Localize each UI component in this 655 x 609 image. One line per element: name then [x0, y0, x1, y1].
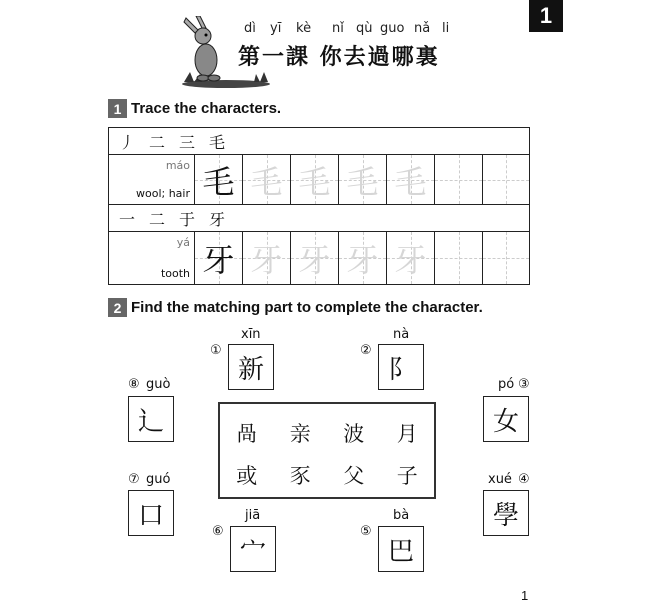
pinyin-yi: yī: [270, 21, 282, 36]
empty-cell[interactable]: [483, 155, 529, 204]
trace-char: 牙: [298, 241, 331, 279]
model-char-cell: [195, 232, 243, 284]
item-2-char: 阝: [387, 354, 414, 385]
model-char-cell: [195, 155, 243, 204]
item-2-pinyin: nà: [393, 327, 410, 342]
page-badge: 1: [529, 0, 563, 32]
item-3-char: 女: [492, 406, 519, 437]
char-label-cell: [109, 232, 195, 284]
trace-cell[interactable]: [339, 232, 387, 284]
item-2-number: ②: [360, 343, 372, 358]
empty-cell[interactable]: [483, 232, 529, 284]
pinyin-guo: guo: [380, 21, 405, 36]
trace-row: [109, 232, 529, 284]
model-char: 牙: [202, 241, 235, 279]
empty-cell[interactable]: [435, 232, 483, 284]
stroke-order-row: [109, 205, 529, 232]
trace-cell[interactable]: [243, 232, 291, 284]
item-8-number: ⑧: [128, 377, 140, 392]
item-6-char: 宀: [239, 536, 266, 567]
option-char[interactable]: 子: [396, 464, 418, 488]
item-3-number: ③: [518, 377, 530, 392]
item-7-box[interactable]: [128, 490, 174, 536]
item-1-box[interactable]: [228, 344, 274, 390]
trace-char: 牙: [346, 241, 379, 279]
item-4-box[interactable]: [483, 490, 529, 536]
stroke-step: 二: [149, 132, 166, 152]
stroke-step: 牙: [209, 209, 226, 229]
stroke-step: 二: [149, 209, 166, 229]
empty-cell[interactable]: [435, 155, 483, 204]
section-1-number: 1: [108, 99, 127, 118]
trace-row: [109, 155, 529, 205]
options-row-1: [220, 418, 434, 448]
item-4-number: ④: [518, 472, 530, 487]
char-pinyin: máo: [165, 159, 190, 172]
tracing-grid: [108, 127, 530, 285]
pinyin-na: nǎ: [414, 21, 431, 36]
char-pinyin: yá: [176, 236, 190, 249]
lesson-title: 第一課 你去過哪裏: [238, 45, 440, 70]
pinyin-di: dì: [244, 21, 256, 36]
stroke-step: 于: [179, 209, 196, 229]
stroke-step: 一: [119, 209, 136, 229]
trace-cell[interactable]: [387, 155, 435, 204]
item-5-number: ⑤: [360, 524, 372, 539]
item-6-pinyin: jiā: [245, 508, 261, 523]
item-3-box[interactable]: [483, 396, 529, 442]
item-4-pinyin: xué: [488, 472, 512, 487]
item-6-number: ⑥: [212, 524, 224, 539]
char-label-cell: [109, 155, 195, 204]
page-number: 1: [521, 588, 529, 603]
stroke-step: 毛: [209, 132, 226, 152]
model-char: 毛: [202, 162, 235, 201]
option-char[interactable]: 月: [396, 422, 418, 446]
trace-cell[interactable]: [243, 155, 291, 204]
option-char[interactable]: 或: [236, 464, 258, 488]
char-meaning: wool; hair: [135, 187, 190, 200]
item-5-char: 巴: [387, 536, 414, 567]
trace-cell[interactable]: [291, 155, 339, 204]
trace-char: 牙: [250, 241, 283, 279]
option-char[interactable]: 咼: [236, 422, 258, 446]
item-8-box[interactable]: [128, 396, 174, 442]
section-2-title: Find the matching part to complete the character.: [131, 299, 483, 316]
item-8-pinyin: guò: [146, 377, 171, 392]
pinyin-qu: qù: [356, 21, 373, 36]
options-row-2: [220, 460, 434, 490]
item-8-char: 辶: [137, 406, 164, 437]
stroke-step: 三: [179, 132, 196, 152]
trace-cell[interactable]: [291, 232, 339, 284]
char-meaning: tooth: [160, 267, 190, 280]
section-1-title: Trace the characters.: [131, 100, 282, 117]
trace-char: 牙: [394, 241, 427, 279]
item-1-number: ①: [210, 343, 222, 358]
section-2-number: 2: [108, 298, 127, 317]
trace-char: 毛: [298, 162, 331, 201]
item-5-pinyin: bà: [393, 508, 410, 523]
item-3-pinyin: pó: [498, 377, 515, 392]
item-7-char: 口: [137, 500, 164, 531]
item-1-char: 新: [237, 354, 264, 385]
stroke-order-row: [109, 128, 529, 155]
trace-cell[interactable]: [387, 232, 435, 284]
trace-cell[interactable]: [339, 155, 387, 204]
item-1-pinyin: xīn: [241, 327, 261, 342]
trace-char: 毛: [346, 162, 379, 201]
item-6-box[interactable]: [230, 526, 276, 572]
item-5-box[interactable]: [378, 526, 424, 572]
option-char[interactable]: 父: [343, 464, 365, 488]
item-7-pinyin: guó: [146, 472, 171, 487]
option-char[interactable]: 波: [343, 422, 365, 446]
stroke-step: 丿: [119, 132, 136, 152]
trace-char: 毛: [394, 162, 427, 201]
option-char[interactable]: 亲: [289, 422, 311, 446]
trace-char: 毛: [250, 162, 283, 201]
item-2-box[interactable]: [378, 344, 424, 390]
option-char[interactable]: 豕: [289, 464, 311, 488]
pinyin-ke: kè: [296, 21, 312, 36]
pinyin-li: li: [442, 21, 450, 36]
item-7-number: ⑦: [128, 472, 140, 487]
item-4-char: 學: [492, 500, 519, 531]
options-box: [218, 402, 436, 499]
pinyin-ni: nǐ: [332, 21, 344, 36]
